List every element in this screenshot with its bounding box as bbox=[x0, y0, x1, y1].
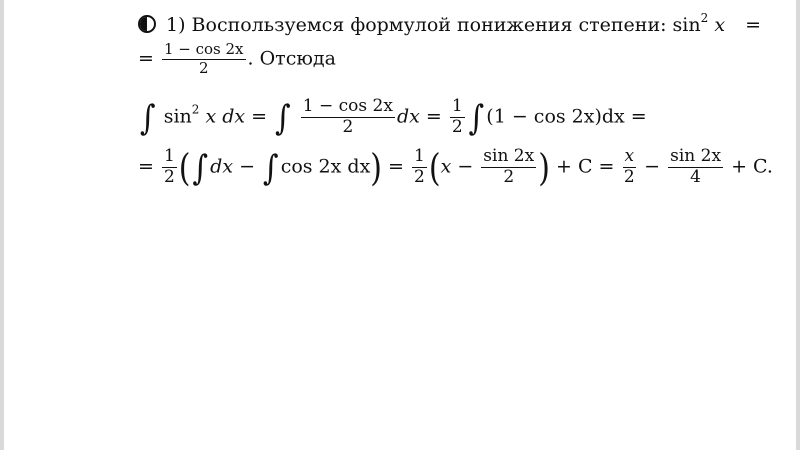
l4-x-num: x bbox=[624, 146, 635, 166]
otsyuda-text: . Отсюда bbox=[247, 47, 336, 70]
intro-x: x bbox=[714, 14, 726, 36]
integral-sign-2: ∫ bbox=[275, 98, 291, 139]
integral-sign: ∫ bbox=[140, 98, 156, 139]
cos-fraction bbox=[301, 98, 395, 137]
l4-integral-1: ∫ bbox=[192, 148, 209, 189]
l4-sin-num-2: sin 2x bbox=[670, 146, 722, 166]
half-num: 1 bbox=[451, 96, 463, 116]
intro-text: 1) Воспользуемся формулой понижения степени: sin bbox=[166, 14, 701, 36]
l4-half-num: 1 bbox=[163, 146, 175, 166]
l4-half-fraction-2 bbox=[412, 148, 427, 187]
l4-x-minus: x − bbox=[440, 155, 474, 178]
half-den: 2 bbox=[451, 116, 463, 137]
intro-exponent: 2 bbox=[700, 11, 709, 25]
formula-fraction bbox=[162, 42, 246, 77]
cos-fraction-den: 2 bbox=[342, 116, 354, 137]
right-edge bbox=[796, 0, 800, 450]
formula-equals: = bbox=[138, 47, 154, 70]
big-paren-close: ) bbox=[370, 146, 382, 191]
l4-half-num-2: 1 bbox=[414, 146, 425, 166]
l4-integral-2: ∫ bbox=[263, 148, 279, 189]
line-integral-1 bbox=[138, 98, 647, 137]
l4-x-den: 2 bbox=[623, 166, 635, 187]
half-circle-bullet-icon bbox=[138, 15, 156, 33]
dx-equals: dx = bbox=[396, 105, 442, 128]
l4-cos-part: cos 2x dx bbox=[280, 155, 371, 178]
line-formula bbox=[138, 42, 336, 77]
left-edge bbox=[0, 0, 4, 450]
l4-minus: − bbox=[644, 155, 661, 178]
xdx-text: x dx = bbox=[205, 105, 268, 128]
l4-end: + C. bbox=[731, 155, 773, 178]
formula-denominator: 2 bbox=[198, 58, 209, 77]
l4-half-den: 2 bbox=[163, 166, 175, 187]
l4-equals: = bbox=[138, 155, 154, 178]
l4-half-fraction bbox=[162, 148, 177, 187]
l4-dx-minus: dx − bbox=[210, 155, 255, 178]
sin-exponent: 2 bbox=[191, 102, 200, 117]
l4-sin-fraction bbox=[481, 148, 536, 187]
formula-numerator: 1 − cos 2x bbox=[163, 40, 244, 58]
line-intro bbox=[138, 11, 761, 36]
big-paren-close-2: ) bbox=[538, 146, 550, 191]
l4-sin-den: 2 bbox=[503, 166, 515, 187]
intro-equals: = bbox=[745, 14, 761, 36]
line-integral-2 bbox=[138, 146, 773, 191]
sin-text: sin bbox=[163, 105, 192, 128]
big-paren-open: ( bbox=[178, 146, 191, 191]
tail-text: (1 − cos 2x)dx = bbox=[486, 105, 647, 128]
half-fraction bbox=[450, 98, 465, 137]
l4-sin-den-2: 4 bbox=[690, 166, 701, 187]
l4-sin-fraction-2 bbox=[668, 148, 723, 187]
integral-sign-3: ∫ bbox=[468, 98, 485, 139]
l4-plusC: + C = bbox=[555, 155, 615, 178]
l4-sin-num: sin 2x bbox=[483, 146, 535, 166]
l4-mid-equals: = bbox=[388, 155, 404, 178]
l4-x-fraction bbox=[623, 148, 637, 187]
big-paren-open-2: ( bbox=[428, 146, 441, 191]
l4-half-den-2: 2 bbox=[414, 166, 425, 187]
cos-fraction-num: 1 − cos 2x bbox=[302, 96, 393, 116]
